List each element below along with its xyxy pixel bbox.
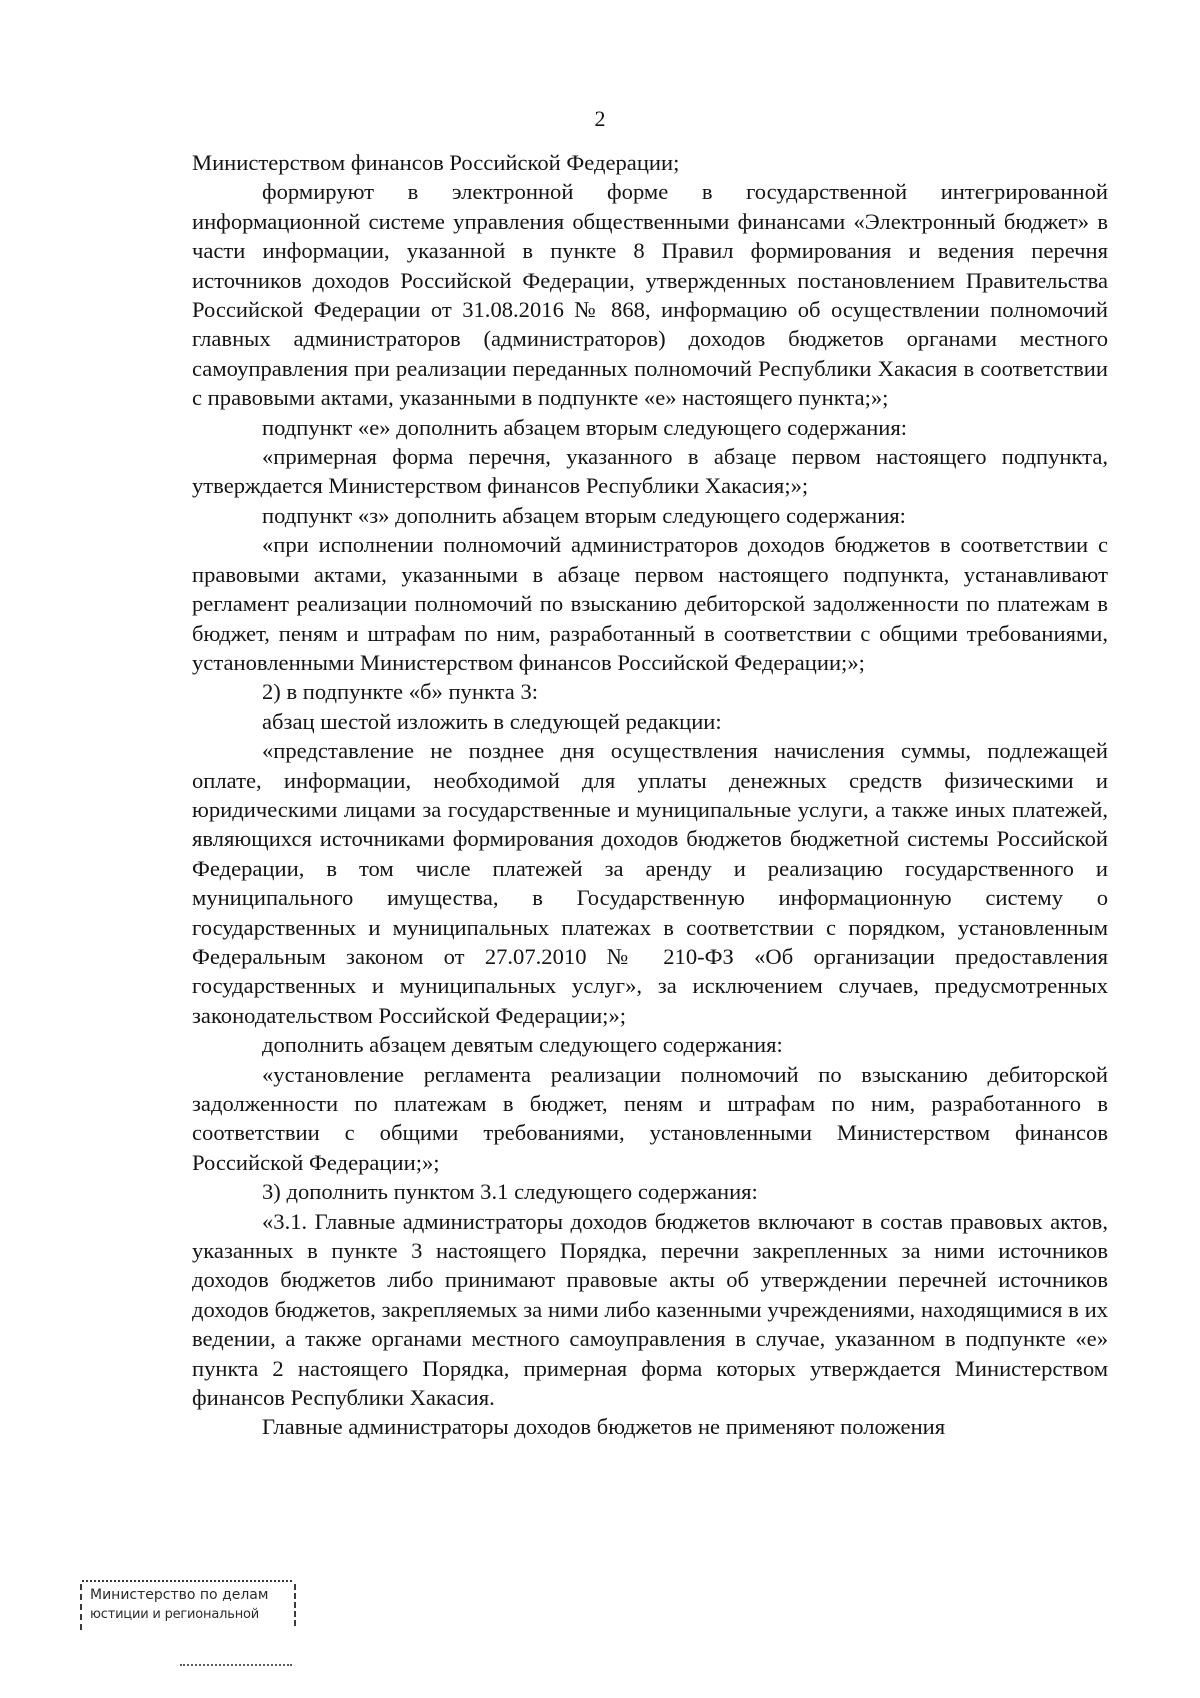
stamp-border-left	[80, 1584, 82, 1630]
paragraph: подпункт «е» дополнить абзацем вторым следующего содержания:	[262, 414, 908, 440]
paragraph: Главные администраторы доходов бюджетов не применяют положения	[262, 1414, 946, 1440]
paragraph: подпункт «з» дополнить абзацем вторым следующего содержания:	[262, 502, 906, 528]
stamp-signature-line	[180, 1664, 292, 1666]
paragraph: 3) дополнить пунктом 3.1 следующего содержания:	[262, 1179, 758, 1205]
paragraph: 2) в подпункте «б» пункта 3:	[262, 679, 539, 705]
paragraph: «примерная форма перечня, указанного в абзаце первом настоящего подпункта, утверждается Министерством финансов Республики Хакасия;»;	[192, 444, 1108, 499]
paragraph: «3.1. Главные администраторы доходов бюджетов включают в состав правовых актов, указанных в пункте 3 настоящего Порядка, перечни закрепленных за ними источников доходов бюджетов либо принимают правовые акты об утверждении перечней источников доходов бюджетов, закрепляемых за ними либо казенными учреждениями, находящимися в их ведении, а также органами местного самоуправления в случае, указанном в подпункте «е» пункта 2 настоящего Порядка, примерная форма которых утверждается Министерством финансов Республики Хакасия.	[192, 1208, 1108, 1411]
page-number: 2	[594, 106, 606, 131]
stamp-text-line: юстиции и региональной	[90, 1607, 259, 1622]
paragraph: абзац шестой изложить в следующей редакции:	[262, 708, 722, 734]
paragraph: «представление не позднее дня осуществления начисления суммы, подлежащей оплате, информации, необходимой для уплаты денежных средств физическими и юридическими лицами за государственные и муниципальные услуги, а также иных платежей, являющихся источниками формирования доходов бюджетов бюджетной системы Российской Федерации, в том числе платежей за аренду и реализацию государственного и муниципального имущества, в Государственную информационную систему о государственных и муниципальных платежах в соответствии с порядком, установленным Федеральным законом от 27.07.2010 № 210-ФЗ «Об организации предоставления государственных и муниципальных услуг», за исключением случаев, предусмотренных законодательством Российской Федерации;»;	[192, 738, 1108, 1028]
stamp-border-top	[82, 1580, 292, 1582]
paragraph: дополнить абзацем девятым следующего содержания:	[262, 1032, 783, 1058]
stamp-text-line: Министерство по делам	[90, 1587, 269, 1603]
paragraph: Министерством финансов Российской Федерации;	[192, 150, 680, 175]
document-body	[192, 148, 1108, 1442]
paragraph: «установление регламента реализации полномочий по взысканию дебиторской задолженности по платежам в бюджет, пеням и штрафам по ним, разработанного в соответствии с общими требованиями, установленными Министерством финансов Российской Федерации;»;	[192, 1061, 1108, 1175]
stamp-border-right	[294, 1584, 296, 1626]
registration-stamp	[80, 1580, 298, 1670]
paragraph: «при исполнении полномочий администраторов доходов бюджетов в соответствии с правовыми актами, указанными в абзаце первом настоящего подпункта, устанавливают регламент реализации полномочий по взысканию дебиторской задолженности по платежам в бюджет, пеням и штрафам по ним, разработанный в соответствии с общими требованиями, установленными Министерством финансов Российской Федерации;»;	[192, 532, 1108, 675]
paragraph: формируют в электронной форме в государственной интегрированной информационной системе управления общественными финансами «Электронный бюджет» в части информации, указанной в пункте 8 Правил формирования и ведения перечня источников доходов Российской Федерации, утвержденных постановлением Правительства Российской Федерации от 31.08.2016 № 868, информацию об осуществлении полномочий главных администраторов (администраторов) доходов бюджетов органами местного самоуправления при реализации переданных полномочий Республики Хакасия в соответствии с правовыми актами, указанными в подпункте «е» настоящего пункта;»;	[192, 179, 1108, 411]
